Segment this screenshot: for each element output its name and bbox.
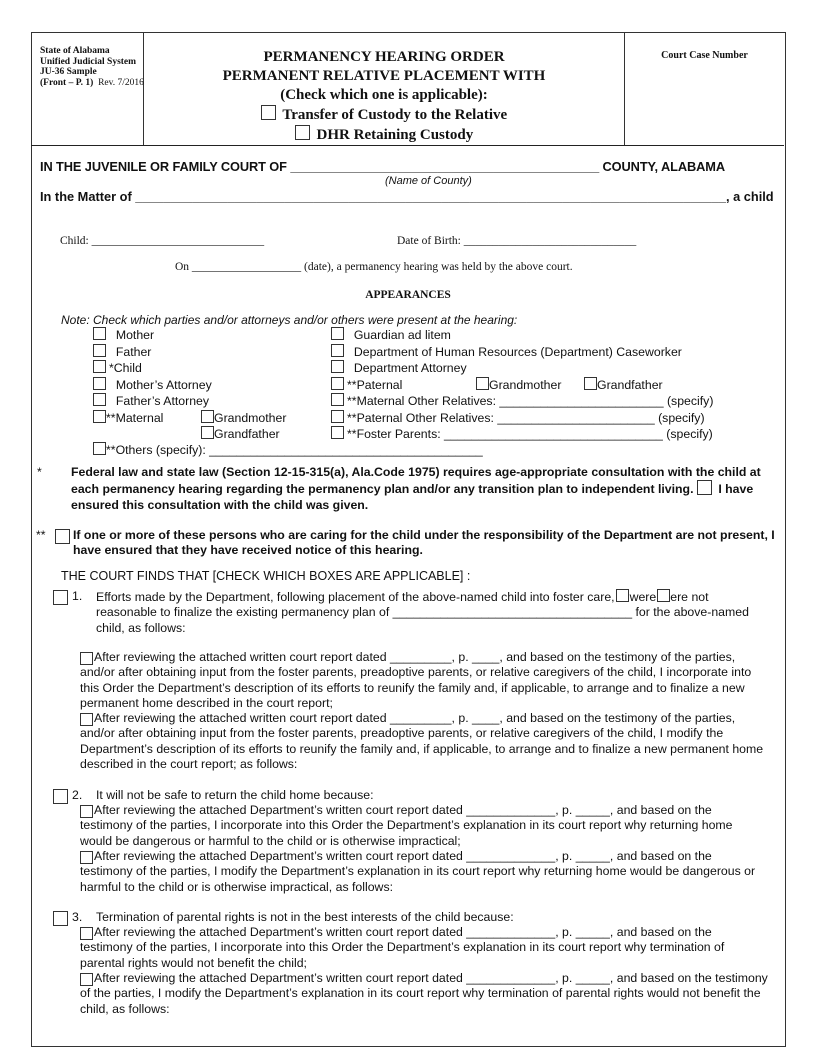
finding-1-text-a: Efforts made by the Department, following placement of the above-named child into foster care, — [96, 590, 615, 604]
county-hint: (Name of County) — [385, 175, 472, 187]
child-checkbox[interactable] — [93, 360, 106, 373]
title-line: PERMANENT RELATIVE PLACEMENT WITH — [222, 68, 546, 84]
mother-label: Mother — [115, 328, 155, 342]
paternal-other-field[interactable]: **Paternal Other Relatives: _______________________ (specify) — [347, 410, 705, 425]
maternal-label: **Maternal — [106, 410, 164, 425]
father-label: Father — [115, 344, 152, 359]
federal-law-notice — [71, 465, 776, 513]
page-label: (Front – P. 1) — [40, 77, 94, 88]
finding-1b-text: After reviewing the attached written court report dated _________, p. ____, and based on the testimony of the parties, and/or after obtaining input from the foster parents, preadoptive parents, or relative caregivers of the child, I modify the Department’s description of its efforts to reunify the family and, if applicable, to arrange and to finalize a new permanent home described in the court report; as follows: — [80, 711, 764, 771]
findings-heading: THE COURT FINDS THAT [CHECK WHICH BOXES ARE APPLICABLE] : — [61, 569, 471, 583]
consultation-label: I have ensured this consultation with the child was given. — [71, 482, 754, 512]
finding-2-number: 2. — [72, 788, 83, 802]
fathers-attorney-label: Father’s Attorney — [115, 394, 210, 408]
finding-2-text: It will not be safe to return the child home because: — [96, 788, 374, 802]
date-of-birth-field[interactable]: Date of Birth: ______________________________ — [397, 235, 637, 247]
maternal-other-field[interactable]: **Maternal Other Relatives: ________________________ (specify) — [347, 394, 714, 408]
child-label: *Child — [109, 361, 142, 375]
finding-2b-text: After reviewing the attached Department’s written court report dated _____________, p. _____, and based on the testimony of the parties, I modify the Department’s explanation in its court report why returning home would be dangerous or harmful to the child or is otherwise impractical, as follows: — [80, 849, 756, 894]
child-field[interactable]: Child: ______________________________ — [60, 235, 265, 247]
ere-label: ere — [670, 590, 689, 604]
divider — [624, 32, 625, 145]
maternal-grandmother-checkbox[interactable] — [201, 410, 214, 423]
paternal-label: **Paternal — [347, 377, 403, 392]
mothers-attorney-label: Mother’s Attorney — [115, 377, 212, 392]
hearing-date-line[interactable]: On ___________________ (date), a permanency hearing was held by the above court. — [175, 261, 573, 273]
were-checkbox[interactable] — [616, 589, 629, 602]
form-title — [144, 48, 624, 145]
paternal-grandmother-checkbox[interactable] — [476, 377, 489, 390]
footnote-marker: * — [37, 465, 42, 479]
transfer-custody-checkbox[interactable] — [261, 105, 276, 120]
finding-2a-text: After reviewing the attached Department’s written court report dated _____________, p. _____, and based on the testimony of the parties, I incorporate into this Order the Department’s explanation in its court report why returning home would be dangerous or harmful to the child or is otherwise impractical; — [80, 803, 733, 848]
form-header — [31, 32, 784, 146]
finding-3a-text: After reviewing the attached Department’s written court report dated _____________, p. _____, and based on the testimony of the parties, I incorporate into this Order the Department’s explanation in its court report why termination of parental rights would not benefit the child; — [80, 925, 725, 970]
father-checkbox[interactable] — [93, 344, 106, 357]
dhr-custody-checkbox[interactable] — [295, 125, 310, 140]
permanency-plan-field[interactable]: not reasonable to finalize the existing permanency plan of ___________________________________ for the above-named child, as follows: — [96, 590, 749, 635]
paternal-grandfather-label: Grandfather — [597, 377, 663, 392]
title-line: PERMANENCY HEARING ORDER — [263, 49, 505, 65]
dhr-custody-label: DHR Retaining Custody — [316, 127, 474, 143]
others-checkbox[interactable] — [93, 442, 106, 455]
finding-1-number: 1. — [72, 589, 83, 603]
foster-parents-checkbox[interactable] — [331, 426, 344, 439]
paternal-grandmother-label: Grandmother — [489, 377, 562, 392]
finding-3b-text: After reviewing the attached Department’s written court report dated _____________, p. _____, and based on the testimony of the parties, I modify the Department’s explanation in its court report why termination of parental rights would not benefit the child, as follows: — [80, 971, 768, 1016]
foster-parents-field[interactable]: **Foster Parents: ________________________________ (specify) — [347, 427, 713, 441]
finding-2-checkbox[interactable] — [53, 789, 68, 804]
federal-citation: (Section 12-15-315(a), Ala.Code 1975) — [222, 465, 440, 479]
appearances-right — [331, 327, 713, 443]
finding-1a-text: After reviewing the attached written court report dated _________, p. ____, and based on the testimony of the parties, and/or after obtaining input from the foster parents, preadoptive parents, or relative caregivers of the child, I incorporate into this Order the Department’s description of its efforts to reunify the family and, if applicable, to arrange and to finalize a new permanent home described in the court report; — [80, 650, 752, 710]
caseworker-label: Department of Human Resources (Department) Caseworker — [353, 344, 682, 359]
paternal-checkbox[interactable] — [331, 377, 344, 390]
maternal-checkbox[interactable] — [93, 410, 106, 423]
state-label: State of Alabama — [40, 46, 110, 56]
fathers-attorney-checkbox[interactable] — [93, 393, 106, 406]
finding-1-text — [96, 589, 766, 636]
revision: Rev. 7/2016 — [98, 77, 144, 88]
finding-3-text: Termination of parental rights is not in the best interests of the child because: — [96, 910, 514, 924]
consultation-checkbox[interactable] — [697, 480, 712, 495]
department-attorney-checkbox[interactable] — [331, 360, 344, 373]
maternal-grandmother-label: Grandmother — [214, 410, 287, 425]
court-case-number-field[interactable] — [641, 72, 771, 88]
notice-checkbox[interactable] — [55, 529, 70, 544]
federal-text: Federal law and state law — [71, 465, 223, 479]
system-label: Unified Judicial System — [40, 56, 137, 67]
finding-1-checkbox[interactable] — [53, 590, 68, 605]
court-county-line[interactable]: IN THE JUVENILE OR FAMILY COURT OF ____________________________________________ COUNTY, ALABAMA — [40, 159, 725, 174]
footnote-marker: ** — [36, 528, 46, 542]
transfer-custody-label: Transfer of Custody to the Relative — [282, 107, 508, 123]
paternal-grandfather-checkbox[interactable] — [584, 377, 597, 390]
guardian-label: Guardian ad litem — [353, 328, 451, 342]
notice-text: If one or more of these persons who are caring for the child under the responsibility of the Department are not present, I have ensured that they have received notice of this hearing. — [73, 528, 775, 558]
matter-line[interactable]: In the Matter of ___________________________________________________________________________________, a child — [40, 189, 774, 204]
guardian-checkbox[interactable] — [331, 327, 344, 340]
were-label: were — [629, 590, 657, 604]
paternal-other-checkbox[interactable] — [331, 410, 344, 423]
court-case-number-label: Court Case Number — [661, 50, 748, 61]
finding-3-number: 3. — [72, 910, 83, 924]
maternal-other-checkbox[interactable] — [331, 393, 344, 406]
finding-3-checkbox[interactable] — [53, 911, 68, 926]
federal-text: requires age-appropriate consultation with the child at each permanency hearing regarding the permanency plan and/or any transition plan to independent living. — [71, 465, 761, 497]
maternal-grandfather-checkbox[interactable] — [201, 426, 214, 439]
maternal-grandfather-label: Grandfather — [214, 427, 280, 441]
were-not-checkbox[interactable] — [657, 589, 670, 602]
form-id-block — [40, 46, 144, 88]
caseworker-checkbox[interactable] — [331, 344, 344, 357]
appearances-heading: APPEARANCES — [365, 289, 451, 301]
mother-checkbox[interactable] — [93, 327, 106, 340]
appearances-note: Note: Check which parties and/or attorneys and/or others were present at the hearing: — [61, 313, 518, 327]
form-number: JU-36 Sample — [40, 67, 97, 77]
department-attorney-label: Department Attorney — [353, 361, 467, 375]
title-line: (Check which one is applicable): — [280, 87, 488, 103]
mothers-attorney-checkbox[interactable] — [93, 377, 106, 390]
others-field[interactable]: **Others (specify): ________________________________________ — [106, 442, 483, 457]
